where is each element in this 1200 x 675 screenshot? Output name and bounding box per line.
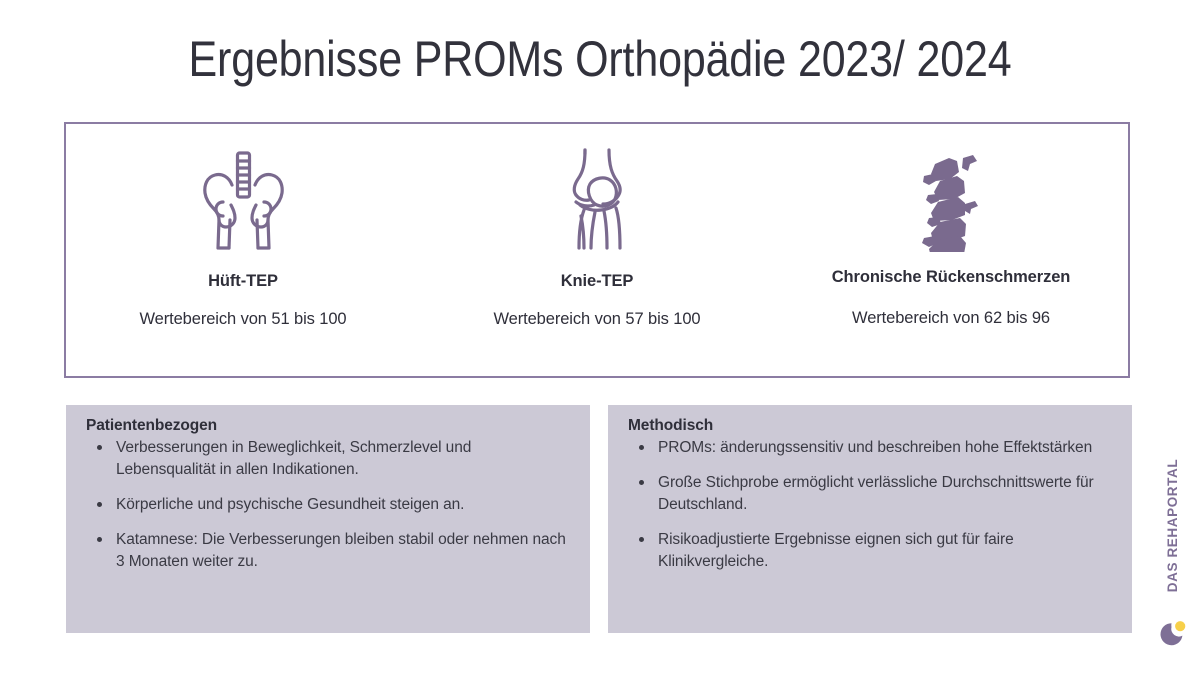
list-item-text: Große Stichprobe ermöglicht verlässliche Durchschnittswerte für Deutschland. — [658, 474, 1094, 513]
bullet-dot-icon — [639, 445, 644, 450]
indication-card-huefte — [66, 124, 420, 376]
bullet-dot-icon — [97, 445, 102, 450]
logo-wordmark: DAS REHAPORTAL — [1165, 458, 1180, 593]
knee-joint-icon — [554, 140, 640, 258]
indication-card-rueckenschmerzen — [774, 124, 1128, 376]
list-item-text: Körperliche und psychische Gesundheit steigen an. — [116, 496, 465, 513]
bullet-list — [622, 437, 1116, 573]
list-item — [80, 437, 574, 481]
list-item — [80, 494, 574, 516]
bullet-list — [80, 437, 574, 573]
page-title: Ergebnisse PROMs Orthopädie 2023/ 2024 — [188, 31, 1012, 87]
list-item — [80, 529, 574, 573]
indications-frame — [64, 122, 1130, 378]
bullet-dot-icon — [97, 502, 102, 507]
bullet-dot-icon — [97, 537, 102, 542]
list-item — [622, 472, 1116, 516]
list-item-text: Risikoadjustierte Ergebnisse eignen sich gut für faire Klinikvergleiche. — [658, 531, 1014, 570]
panel-title: Methodisch — [628, 417, 714, 434]
rehaportal-moon-dot-icon — [1156, 618, 1186, 651]
bullet-dot-icon — [639, 480, 644, 485]
indication-range: Wertebereich von 57 bis 100 — [493, 310, 701, 328]
list-item-text: Katamnese: Die Verbesserungen bleiben stabil oder nehmen nach 3 Monaten weiter zu. — [116, 531, 566, 570]
bullet-dot-icon — [639, 537, 644, 542]
summary-panel-methodisch — [608, 405, 1132, 633]
hip-joint-icon — [197, 140, 289, 258]
panel-title: Patientenbezogen — [86, 417, 218, 434]
list-item — [622, 437, 1116, 459]
summary-panel-patientenbezogen — [66, 405, 590, 633]
spine-vertebrae-icon — [907, 140, 995, 258]
list-item-text: Verbesserungen in Beweglichkeit, Schmerzlevel und Lebensqualität in allen Indikationen. — [116, 439, 472, 478]
indication-range: Wertebereich von 62 bis 96 — [852, 309, 1050, 327]
list-item — [622, 529, 1116, 573]
indication-label: Hüft-TEP — [208, 272, 278, 290]
list-item-text: PROMs: änderungssensitiv und beschreiben hohe Effektstärken — [658, 439, 1093, 456]
indication-range: Wertebereich von 51 bis 100 — [139, 310, 347, 328]
indication-label: Chronische Rückenschmerzen — [831, 268, 1071, 286]
indication-card-knie — [420, 124, 774, 376]
brand-logo — [1152, 458, 1192, 650]
indication-label: Knie-TEP — [560, 272, 634, 290]
